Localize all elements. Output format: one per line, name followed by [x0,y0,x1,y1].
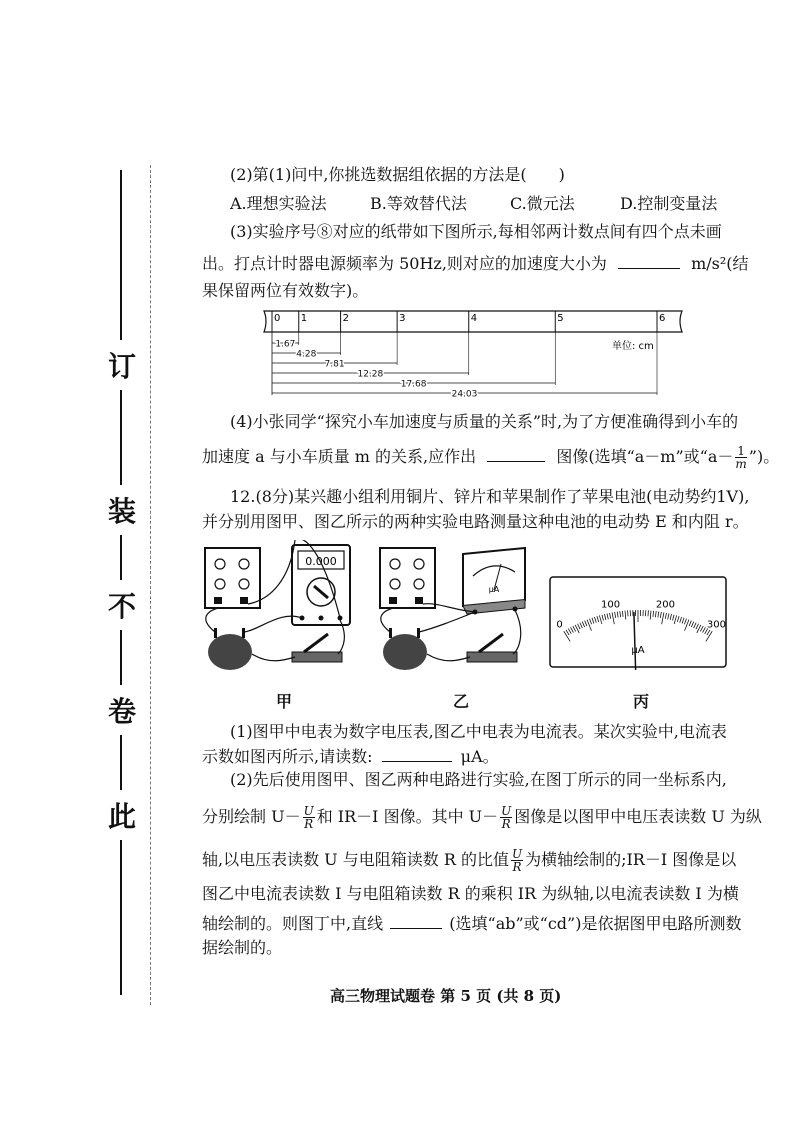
paper-tape-figure [260,305,690,400]
q2-option-d: D.控制变量法 [620,194,718,213]
tape-point-label: 5 [557,313,564,324]
part2-line6: 据绘制的。 [202,938,283,957]
part1-line2-text: 示数如图丙所示,请读数: [202,747,373,766]
figure-yi-circuit [375,540,535,685]
part2-line5 [202,912,741,934]
q4-line1: (4)小张同学“探究小车加速度与质量的关系”时,为了方便准确得到小车的 [230,412,739,431]
q2-question: (2)第(1)问中,你挑选数据组依据的方法是( ) [230,165,565,184]
resistance-box [380,548,435,608]
apple-battery [383,634,427,670]
tape-point-label: 3 [399,313,406,324]
part2-line5-b: (选填“ab”或“cd”)是依据图甲电路所测数 [449,914,742,933]
tape-distance-label: 24.03 [451,389,478,400]
part2-line3-b: 为横轴绘制的;IR－I 图像是以 [525,850,737,869]
q2-option-c: C.微元法 [510,194,575,213]
q3-line1: (3)实验序号⑧对应的纸带如下图所示,每相邻两计数点间有四个点未画 [230,222,722,241]
part2-line3 [202,848,736,873]
voltmeter-display: 0.000 [305,555,337,568]
binding-char: 不 [108,590,137,623]
part2-line2-c: 图像是以图甲中电压表读数 U 为纵 [514,807,762,826]
line-choice-blank[interactable] [390,912,442,929]
figure-jia-label: 甲 [276,692,293,711]
part2-line2-b: 和 IR－I 图像。其中 U－ [316,807,499,826]
figure-bing-label: 丙 [633,692,650,711]
one-over-m-fraction: $\frac{1}{m}$ [735,444,747,471]
part2-line3-a: 轴,以电压表读数 U 与电阻箱读数 R 的比值 [202,850,509,869]
analog-ammeter [463,548,525,606]
resistance-box [205,548,260,608]
part2-line2-a: 分别绘制 U－ [202,807,301,826]
tape-point-label: 4 [470,313,478,324]
q2-option-b: B.等效替代法 [370,194,467,213]
tape-point-label: 2 [342,313,349,324]
binding-char: 装 [108,495,137,528]
figure-bing-dial [548,575,728,670]
dial-label: 100 [601,599,621,611]
binding-line [120,170,122,340]
tape-distance-label: 17.68 [400,379,427,390]
dial-unit: μA [631,645,645,656]
part1-line2 [202,745,499,767]
tape-point-label: 6 [659,313,666,324]
q4-line2-end: ”)。 [748,447,780,466]
tape-distance-label: 7.81 [324,359,345,370]
q3-unit: m/s²(结 [691,254,749,273]
binding-char: 卷 [108,695,137,728]
part1-unit: μA。 [460,747,499,766]
tape-distance-label: 1.67 [275,339,296,350]
q3-line2 [202,252,749,274]
u-over-r-fraction: $\frac{U}{R}$ [511,847,523,874]
q12-line1: 12.(8分)某兴趣小组利用铜片、锌片和苹果制作了苹果电池(电动势约1V), [230,487,750,506]
binding-char: 订 [108,350,137,383]
q2-option-a: A.理想实验法 [230,194,327,213]
switch [467,652,517,662]
binding-line [120,535,122,580]
acceleration-blank[interactable] [618,252,680,269]
apple-battery [208,634,252,670]
current-reading-blank[interactable] [382,745,452,762]
q4-line2-text: 加速度 a 与小车质量 m 的关系,应作出 [202,447,477,466]
part2-line2 [202,805,762,830]
part2-line4: 图乙中电流表读数 I 与电阻箱读数 R 的乘积 IR 为纵轴,以电流表读数 I 为横 [202,884,739,903]
q4-line2 [202,445,779,470]
figure-jia-circuit [200,540,360,685]
u-over-r-fraction: $\frac{U}{R}$ [501,804,512,831]
dial-label: 0 [556,619,563,631]
u-over-r-fraction: $\frac{U}{R}$ [303,804,314,831]
page-footer: 高三物理试题卷 第 5 页 (共 8 页) [330,987,562,1005]
tape-unit-label: 单位: cm [612,341,654,352]
dial-label: 200 [655,599,675,611]
tape-point-label: 1 [300,313,308,324]
binding-line [120,840,122,995]
part2-line1: (2)先后使用图甲、图乙两种电路进行实验,在图丁所示的同一坐标系内, [230,770,727,789]
binding-line [120,735,122,790]
tape-distance-label: 12.28 [357,369,384,380]
binding-line [120,630,122,685]
binding-line [120,390,122,485]
dial-label: 300 [706,619,726,631]
binding-char: 此 [108,800,137,833]
tape-distance-label: 4.28 [296,349,317,360]
q3-line2-text: 出。打点计时器电源频率为 50Hz,则对应的加速度大小为 [202,254,607,273]
tape-dimension-lines [272,332,657,400]
figure-yi-label: 乙 [453,692,470,711]
q4-line2-choice: 图像(选填“a－m”或“a－ [556,447,734,466]
graph-type-blank[interactable] [487,445,545,462]
q3-line3: 果保留两位有效数字)。 [202,281,369,300]
part2-line5-a: 轴绘制的。则图丁中,直线 [202,914,384,933]
tape-point-label: 0 [274,313,281,324]
q12-line2: 并分别用图甲、图乙所示的两种实验电路测量这种电池的电动势 E 和内阻 r。 [202,512,749,531]
part1-line1: (1)图甲中电表为数字电压表,图乙中电表为电流表。某次实验中,电流表 [230,722,727,741]
dashed-margin-line [150,165,151,1005]
switch [292,652,342,662]
ammeter-unit: μA [488,585,500,594]
